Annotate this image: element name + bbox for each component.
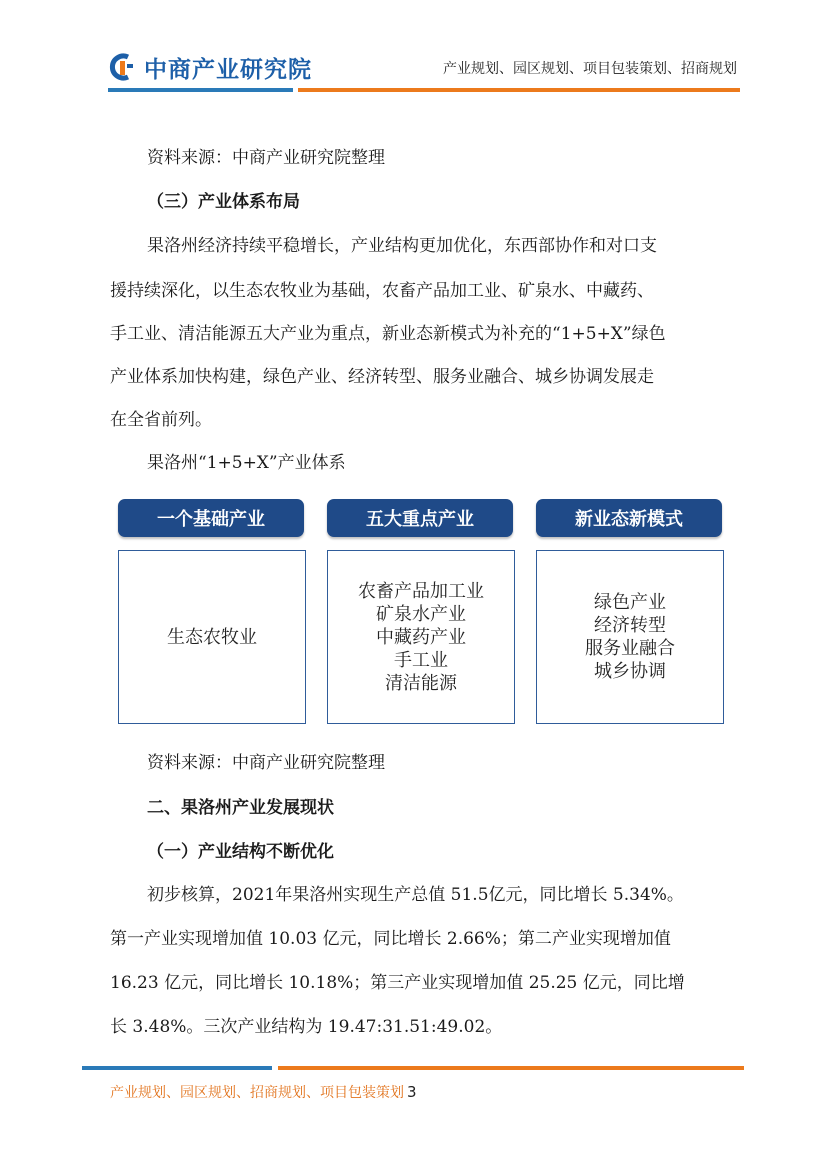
column-box	[536, 550, 724, 724]
paragraph-line: 在全省前列。	[110, 410, 212, 430]
column-item: 服务业融合	[585, 638, 675, 659]
column-item: 城乡协调	[594, 661, 666, 682]
paragraph-line: 手工业、清洁能源五大产业为重点，新业态新模式为补充的“1+5+X”绿色	[110, 324, 666, 344]
column-item: 经济转型	[594, 615, 666, 636]
column-item: 矿泉水产业	[376, 603, 466, 625]
column-item: 手工业	[394, 649, 448, 671]
header-divider-orange	[298, 88, 740, 92]
chapter-heading: 二、果洛州产业发展现状	[147, 798, 334, 818]
logo-text: 中商产业研究院	[144, 56, 312, 83]
section-heading: （三）产业体系布局	[147, 192, 300, 212]
column-box	[118, 550, 306, 724]
paragraph-line: 第一产业实现增加值 10.03 亿元，同比增长 2.66%；第二产业实现增加值	[110, 929, 671, 949]
page-number: 3	[407, 1083, 417, 1101]
column-box	[327, 550, 515, 724]
paragraph-line: 产业体系加快构建，绿色产业、经济转型、服务业融合、城乡协调发展走	[110, 367, 654, 387]
header-tagline: 产业规划、园区规划、项目包装策划、招商规划	[443, 61, 737, 77]
column-header: 一个基础产业	[118, 499, 304, 537]
footer-tagline: 产业规划、园区规划、招商规划、项目包装策划	[110, 1085, 404, 1101]
column-header: 新业态新模式	[536, 499, 722, 537]
source-note: 资料来源：中商产业研究院整理	[147, 148, 385, 168]
logo-icon	[108, 52, 138, 82]
column-item: 绿色产业	[594, 592, 666, 613]
section-heading: （一）产业结构不断优化	[147, 842, 334, 862]
paragraph-line: 初步核算，2021年果洛州实现生产总值 51.5亿元，同比增长 5.34%。	[147, 885, 684, 905]
column-item: 中藏药产业	[376, 626, 466, 648]
company-logo	[108, 50, 312, 84]
footer-divider-orange	[278, 1066, 744, 1070]
paragraph-line: 16.23 亿元，同比增长 10.18%；第三产业实现增加值 25.25 亿元，同比增	[110, 973, 685, 993]
column-item: 清洁能源	[385, 672, 457, 694]
footer-divider-blue	[82, 1066, 272, 1070]
column-item: 农畜产品加工业	[358, 580, 484, 602]
column-item: 生态农牧业	[167, 626, 257, 648]
footer	[110, 1082, 417, 1102]
paragraph-line: 长 3.48%。三次产业结构为 19.47:31.51:49.02。	[110, 1017, 503, 1037]
paragraph-line: 援持续深化，以生态农牧业为基础，农畜产品加工业、矿泉水、中藏药、	[110, 281, 654, 301]
paragraph-line: 果洛州经济持续平稳增长，产业结构更加优化，东西部协作和对口支	[147, 236, 657, 256]
header-divider-blue	[108, 88, 293, 92]
source-note: 资料来源：中商产业研究院整理	[147, 753, 385, 773]
column-header: 五大重点产业	[327, 499, 513, 537]
diagram-caption: 果洛州“1+5+X”产业体系	[147, 453, 346, 473]
